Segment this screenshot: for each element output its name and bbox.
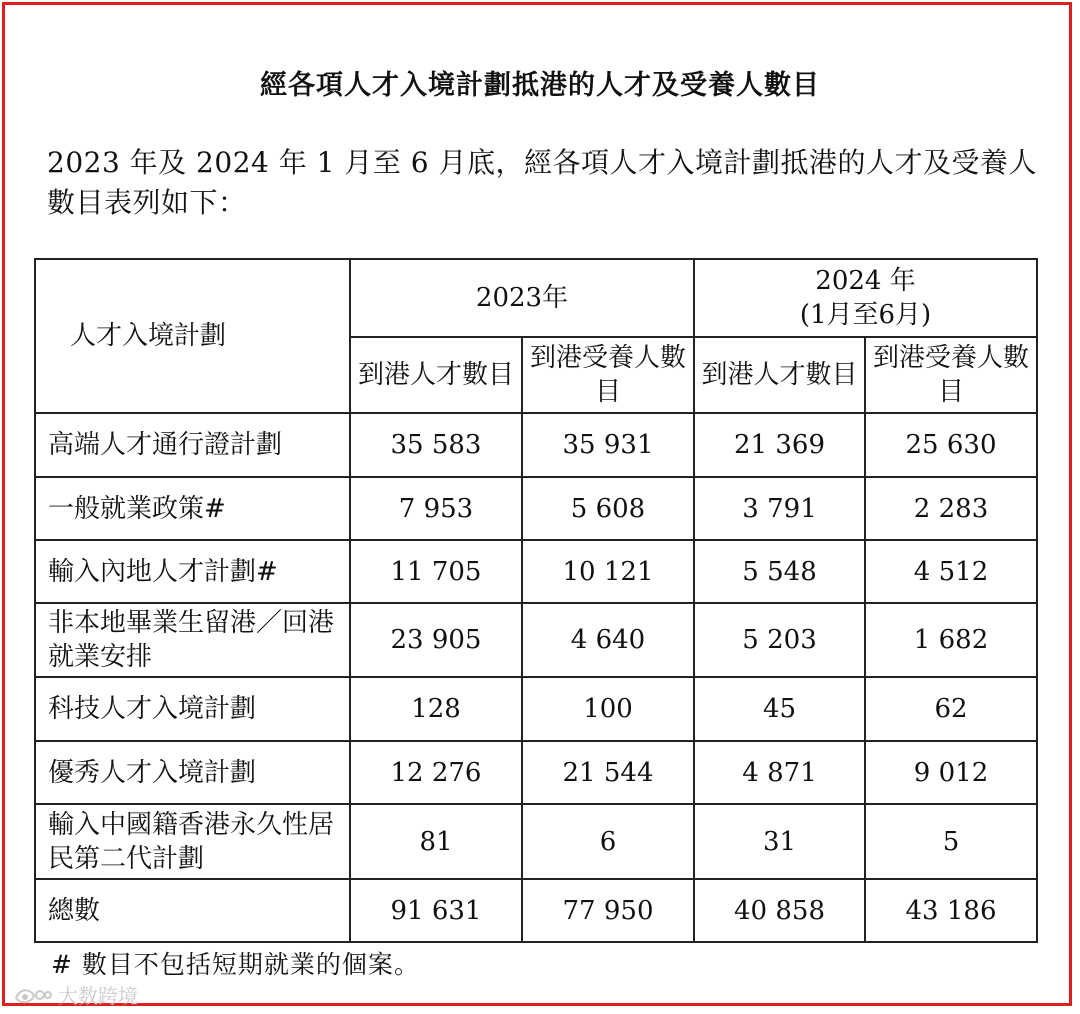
table-row [35, 603, 1037, 677]
header-year-2024-year: 2024 年 [815, 266, 916, 296]
cell-value: 3 791 [694, 477, 865, 540]
header-year-2024-period: (1月至6月) [799, 300, 932, 330]
table-row [35, 540, 1037, 603]
cell-value: 21 369 [694, 413, 865, 477]
watermark-text: 大数跨境 [58, 984, 138, 1008]
document-frame [2, 2, 1072, 1006]
cell-value: 7 953 [350, 477, 522, 540]
document-title: 經各項人才入境計劃抵港的人才及受養人數目 [260, 70, 820, 101]
table-row [35, 413, 1037, 477]
cell-value: 12 276 [350, 741, 522, 804]
cell-value: 45 [694, 677, 865, 741]
cell-value: 5 608 [522, 477, 694, 540]
cell-value: 91 631 [350, 879, 522, 942]
row-name: 非本地畢業生留港／回港就業安排 [35, 603, 350, 677]
cell-value: 4 512 [865, 540, 1037, 603]
table-row-total [35, 879, 1037, 942]
cell-value: 6 [522, 804, 694, 879]
talent-arrivals-table [34, 258, 1038, 943]
table-row [35, 677, 1037, 741]
table-row [35, 741, 1037, 804]
cell-value: 35 583 [350, 413, 522, 477]
cell-value: 35 931 [522, 413, 694, 477]
table-row [35, 477, 1037, 540]
weibo-eye-icon [12, 984, 52, 1006]
watermark [12, 980, 138, 1009]
cell-value: 31 [694, 804, 865, 879]
cell-value: 25 630 [865, 413, 1037, 477]
row-name: 高端人才通行證計劃 [35, 413, 350, 477]
header-talent-2023: 到港人才數目 [350, 337, 522, 413]
cell-value: 81 [350, 804, 522, 879]
cell-value: 62 [865, 677, 1037, 741]
cell-value: 10 121 [522, 540, 694, 603]
cell-value: 4 640 [522, 603, 694, 677]
cell-value: 1 682 [865, 603, 1037, 677]
cell-value: 4 871 [694, 741, 865, 804]
header-year-2023: 2023年 [350, 259, 694, 337]
cell-value: 43 186 [865, 879, 1037, 942]
cell-value: 11 705 [350, 540, 522, 603]
table-header-row-years [35, 259, 1037, 337]
header-dependant-2024: 到港受養人數目 [865, 337, 1037, 413]
cell-value: 21 544 [522, 741, 694, 804]
cell-value: 128 [350, 677, 522, 741]
header-program: 人才入境計劃 [35, 259, 350, 413]
table-footnote: # 數目不包括短期就業的個案。 [51, 950, 420, 979]
cell-value: 5 203 [694, 603, 865, 677]
cell-value: 100 [522, 677, 694, 741]
cell-value: 5 548 [694, 540, 865, 603]
header-year-2024 [694, 259, 1037, 337]
row-name: 總數 [35, 879, 350, 942]
cell-value: 5 [865, 804, 1037, 879]
cell-value: 23 905 [350, 603, 522, 677]
table-row [35, 804, 1037, 879]
row-name: 科技人才入境計劃 [35, 677, 350, 741]
row-name: 輸入中國籍香港永久性居民第二代計劃 [35, 804, 350, 879]
cell-value: 77 950 [522, 879, 694, 942]
cell-value: 40 858 [694, 879, 865, 942]
cell-value: 2 283 [865, 477, 1037, 540]
cell-value: 9 012 [865, 741, 1037, 804]
row-name: 輸入內地人才計劃# [35, 540, 350, 603]
header-dependant-2023: 到港受養人數目 [522, 337, 694, 413]
header-talent-2024: 到港人才數目 [694, 337, 865, 413]
row-name: 優秀人才入境計劃 [35, 741, 350, 804]
row-name: 一般就業政策# [35, 477, 350, 540]
intro-paragraph: 2023 年及 2024 年 1 月至 6 月底，經各項人才入境計劃抵港的人才及受養人數目表列如下： [47, 146, 1037, 219]
